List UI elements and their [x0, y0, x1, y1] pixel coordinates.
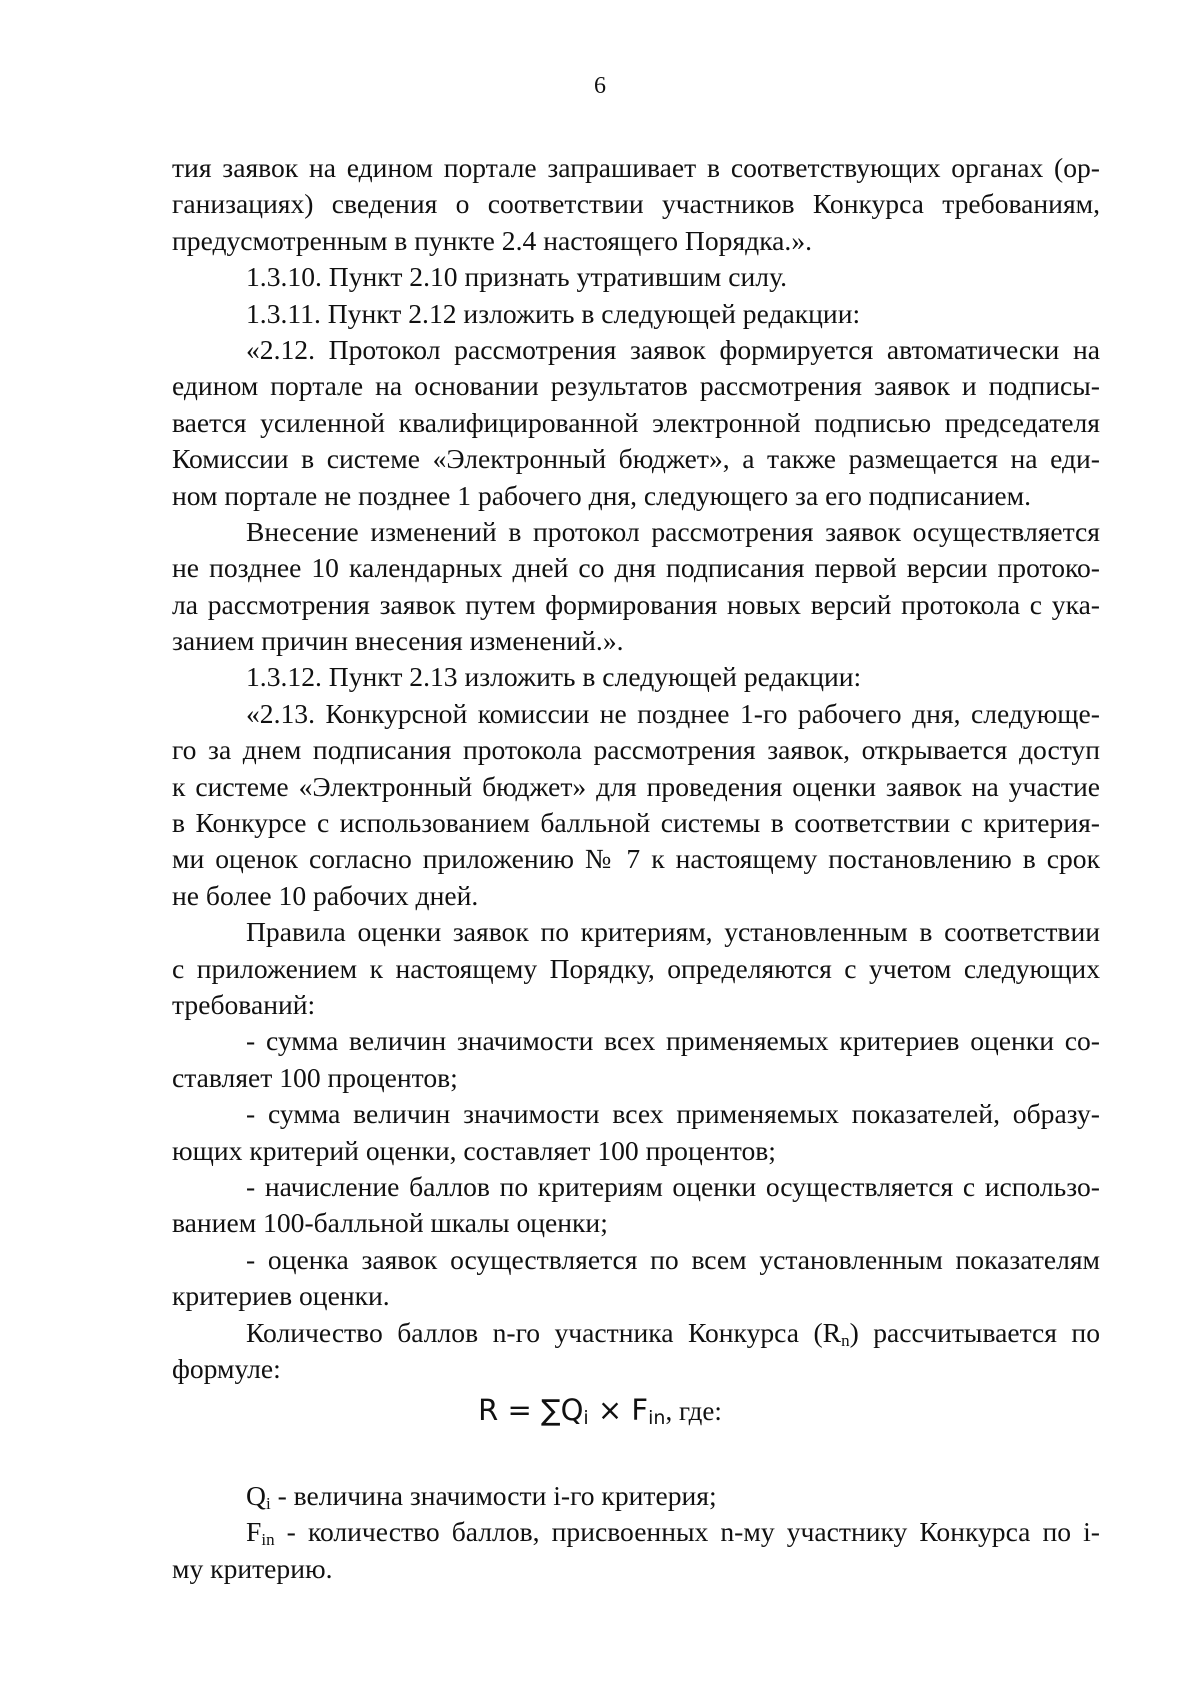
text-line: ванием 100-балльной шкалы оценки; — [172, 1207, 608, 1239]
formula-sum: ∑ — [541, 1393, 561, 1427]
text-line: - начисление баллов по критериям оценки осуществляется с использо- — [246, 1170, 1100, 1202]
page-number: 6 — [594, 73, 606, 99]
text-line: - оценка заявок осуществляется по всем установленным показателям — [246, 1243, 1100, 1275]
text-line: занием причин внесения изменений.». — [172, 625, 624, 657]
text-line: не более 10 рабочих дней. — [172, 879, 479, 911]
formula-intro-text-b: ) рассчитывается по — [849, 1316, 1100, 1348]
formula-q-sub: i — [583, 1407, 589, 1429]
text-line: Комиссии в системе «Электронный бюджет», а также размещается на еди- — [172, 443, 1100, 475]
score-formula — [0, 1390, 1200, 1431]
text-line: ла рассмотрения заявок путем формирования новых версий протокола с ука- — [172, 588, 1100, 620]
formula-math — [478, 1393, 665, 1427]
definition-q-symbol: Q — [246, 1480, 266, 1511]
formula-intro-line-1 — [172, 1315, 1100, 1351]
definition-q-text: - величина значимости i-го критерия; — [270, 1480, 717, 1511]
text-line: тия заявок на едином портале запрашивает в соответствующих органах (ор- — [172, 152, 1100, 183]
definition-f-sub: in — [261, 1530, 275, 1550]
definition-f-symbol: F — [246, 1516, 262, 1548]
text-line: ми оценок согласно приложению № 7 к настоящему постановлению в срок — [172, 843, 1100, 875]
formula-intro-sub: n — [841, 1330, 850, 1350]
text-line: 1.3.12. Пункт 2.13 изложить в следующей редакции: — [246, 661, 862, 693]
text-line: 1.3.10. Пункт 2.10 признать утратившим силу. — [246, 261, 788, 293]
text-line: го за днем подписания протокола рассмотрения заявок, открывается доступ — [172, 734, 1100, 766]
text-line: едином портале на основании результатов рассмотрения заявок и подписы- — [172, 370, 1100, 402]
text-line: требований: — [172, 988, 316, 1020]
text-line: предусмотренным в пункте 2.4 настоящего Порядка.». — [172, 224, 813, 256]
definition-f-continuation: му критерию. — [172, 1552, 333, 1584]
body-lines — [172, 150, 1100, 1315]
formula-lhs: R — [478, 1393, 499, 1427]
definition-q — [172, 1478, 1100, 1514]
body-text — [172, 150, 1100, 1387]
text-line: «2.12. Протокол рассмотрения заявок формируется автоматически на — [246, 333, 1100, 365]
formula-intro-line-2: формуле: — [172, 1352, 281, 1384]
text-line: не позднее 10 календарных дней со дня подписания первой версии протоко- — [172, 552, 1100, 584]
text-line: «2.13. Конкурсной комиссии не позднее 1-го рабочего дня, следующе- — [246, 697, 1100, 729]
definition-q-sub: i — [265, 1494, 271, 1513]
text-line: Внесение изменений в протокол рассмотрения заявок осуществляется — [246, 515, 1100, 547]
formula-definitions — [172, 1478, 1100, 1587]
text-line: в Конкурсе с использованием балльной системы в соответствии с критерия- — [172, 807, 1100, 839]
text-line: Правила оценки заявок по критериям, установленным в соответствии — [246, 916, 1100, 948]
text-line: к системе «Электронный бюджет» для проведения оценки заявок на участие — [172, 770, 1100, 802]
text-line: с приложением к настоящему Порядку, определяются с учетом следующих — [172, 952, 1100, 984]
text-line: 1.3.11. Пункт 2.12 изложить в следующей редакции: — [246, 297, 861, 329]
formula-tail: , где: — [665, 1396, 722, 1426]
text-line: ном портале не позднее 1 рабочего дня, следующего за его подписанием. — [172, 479, 1031, 511]
definition-f — [172, 1514, 1100, 1550]
formula-q: Q — [560, 1393, 584, 1427]
text-line: - сумма величин значимости всех применяемых критериев оценки со- — [246, 1025, 1100, 1057]
text-line: - сумма величин значимости всех применяемых показателей, образу- — [246, 1098, 1100, 1130]
text-line: ставляет 100 процентов; — [172, 1061, 458, 1093]
text-line: вается усиленной квалифицированной электронной подписью председателя — [172, 406, 1100, 438]
formula-times: × — [588, 1393, 632, 1427]
text-line: ющих критерий оценки, составляет 100 процентов; — [172, 1134, 776, 1166]
formula-intro-text-a: Количество баллов n-го участника Конкурса (R — [246, 1316, 842, 1348]
text-line: ганизациях) сведения о соответствии участников Конкурса требованиям, — [172, 188, 1100, 220]
definition-f-text: - количество баллов, присвоенных n-му участнику Конкурса по i- — [274, 1516, 1100, 1548]
formula-f-sub: in — [648, 1407, 666, 1429]
formula-f: F — [631, 1393, 649, 1427]
text-line: критериев оценки. — [172, 1280, 390, 1312]
formula-equals: = — [498, 1393, 542, 1427]
